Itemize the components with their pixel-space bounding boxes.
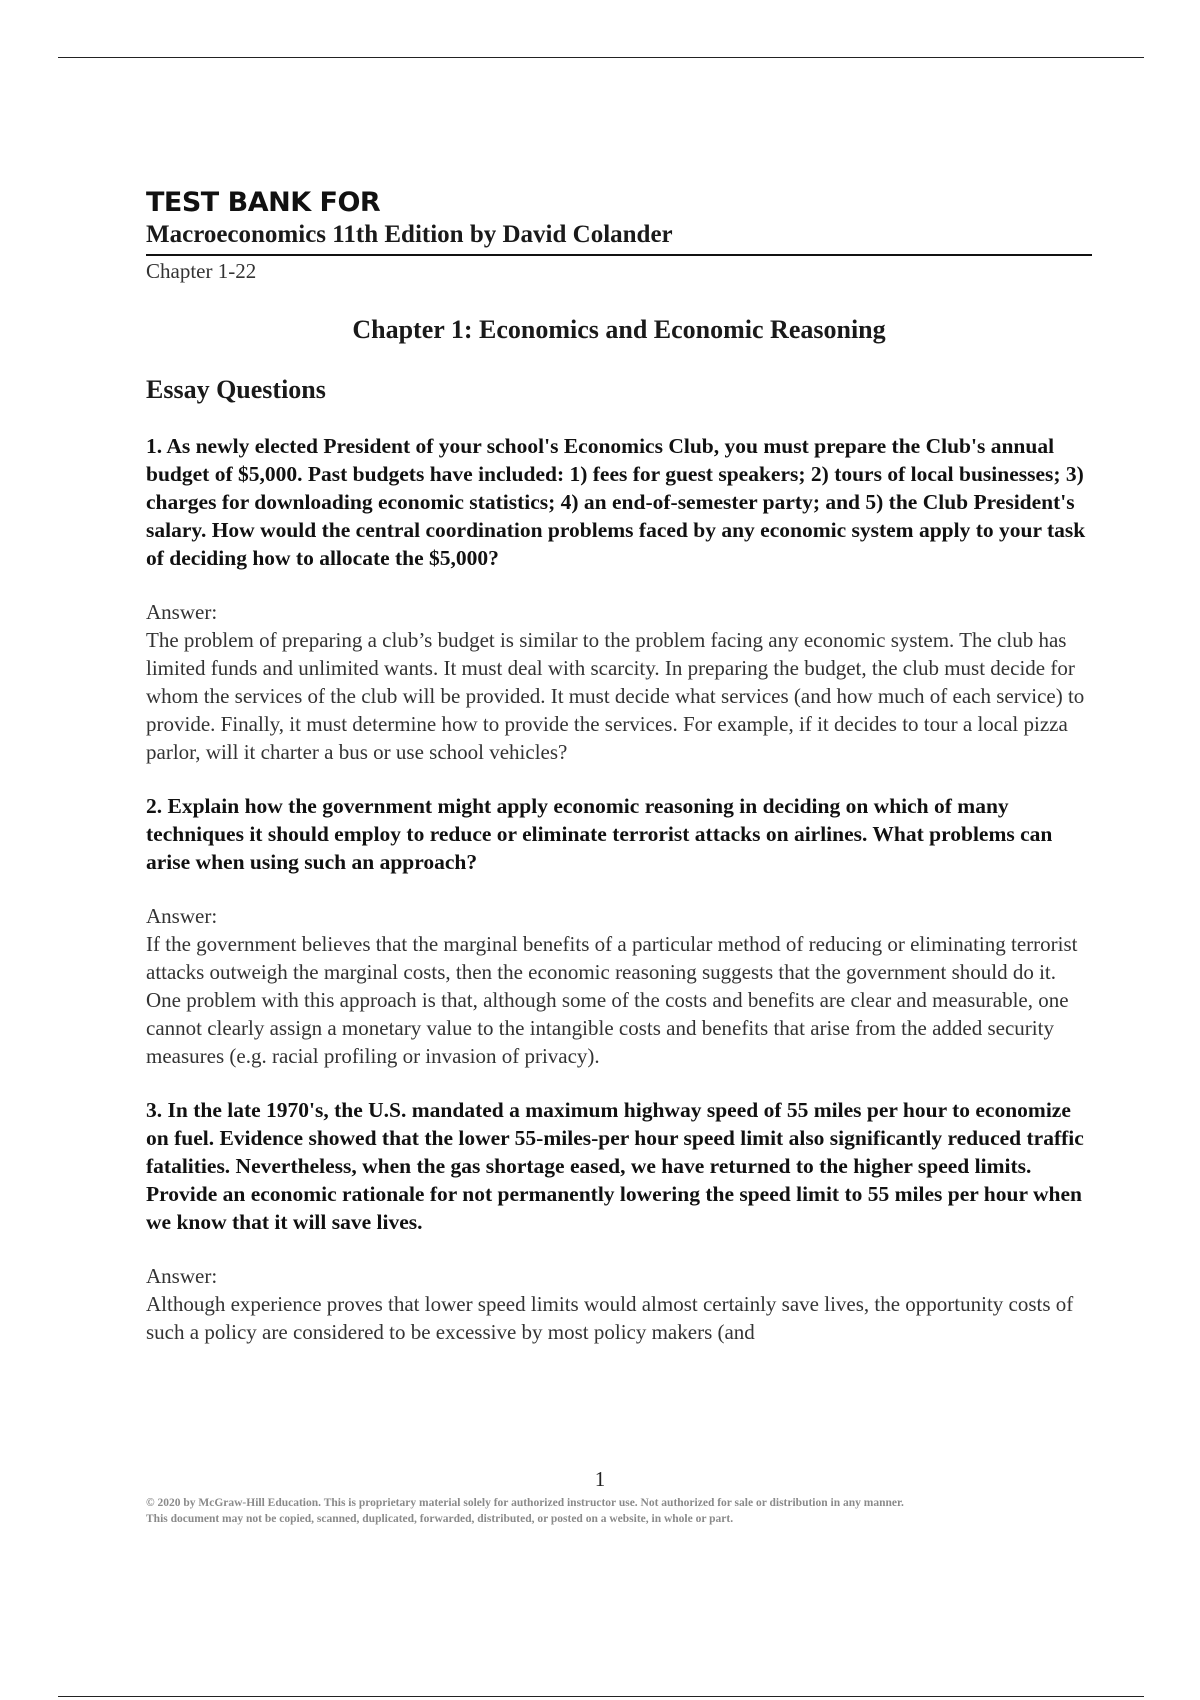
question-block-1 — [146, 432, 1092, 766]
question-text: 1. As newly elected President of your school's Economics Club, you must prepare the Club's annual budget of $5,000. Past budgets have included: 1) fees for guest speakers; 2) tours of local businesses; 3) charges for downloading economic statistics; 4) an end-of-semester party; and 5) the Club President's salary. How would the central coordination problems faced by any economic system apply to your task of deciding how to allocate the $5,000? — [146, 434, 1086, 570]
chapter-range: Chapter 1-22 — [146, 259, 257, 283]
copyright-notice — [146, 1495, 1092, 1527]
bottom-rule — [58, 1696, 1144, 1697]
copyright-line: This document may not be copied, scanned, duplicated, forwarded, distributed, or posted on a website, in whole or part. — [146, 1513, 734, 1525]
top-rule — [58, 57, 1144, 58]
question-text: 2. Explain how the government might apply economic reasoning in deciding on which of many techniques it should employ to reduce or eliminate terrorist attacks on airlines. What problems can arise when using such an approach? — [146, 794, 1053, 874]
answer-label: Answer: — [146, 600, 218, 624]
question-block-3 — [146, 1096, 1092, 1346]
answer-text: The problem of preparing a club’s budget is similar to the problem facing any economic system. The club has limited funds and unlimited wants. It must deal with scarcity. In preparing the budget, the club must decide for whom the services of the club will be provided. It must decide what services (and how much of each service) to provide. Finally, it must determine how to provide the services. For example, if it decides to tour a local pizza parlor, will it charter a bus or use school vehicles? — [146, 628, 1085, 764]
copyright-line: © 2020 by McGraw-Hill Education. This is proprietary material solely for authorized instructor use. Not authorized for sale or distribution in any manner. — [146, 1497, 904, 1509]
chapter-heading: Chapter 1: Economics and Economic Reasoning — [352, 315, 886, 344]
document-page — [146, 186, 1092, 1346]
answer-label: Answer: — [146, 1264, 218, 1288]
answer-text: If the government believes that the marginal benefits of a particular method of reducing or eliminating terrorist attacks outweigh the marginal costs, then the economic reasoning suggests that the government should do it. One problem with this approach is that, although some of the costs and benefits are clear and measurable, one cannot clearly assign a monetary value to the intangible costs and benefits that arise from the added security measures (e.g. racial profiling or invasion of privacy). — [146, 932, 1078, 1068]
test-bank-title: TEST BANK FOR — [146, 187, 381, 218]
answer-label: Answer: — [146, 904, 218, 928]
question-text: 3. In the late 1970's, the U.S. mandated a maximum highway speed of 55 miles per hour to economize on fuel. Evidence showed that the lower 55-miles-per hour speed limit also significantly reduced traffic fatalities. Nevertheless, when the gas shortage eased, we have returned to the higher speed limits. Provide an economic rationale for not permanently lowering the speed limit to 55 miles per hour when we know that it will save lives. — [146, 1098, 1084, 1234]
answer-text: Although experience proves that lower speed limits would almost certainly save lives, the opportunity costs of such a policy are considered to be excessive by most policy makers (and — [146, 1292, 1074, 1344]
section-heading: Essay Questions — [146, 375, 326, 404]
question-block-2 — [146, 792, 1092, 1070]
book-title: Macroeconomics 11th Edition by David Colander — [146, 220, 1092, 256]
page-number: 1 — [594, 1467, 606, 1491]
